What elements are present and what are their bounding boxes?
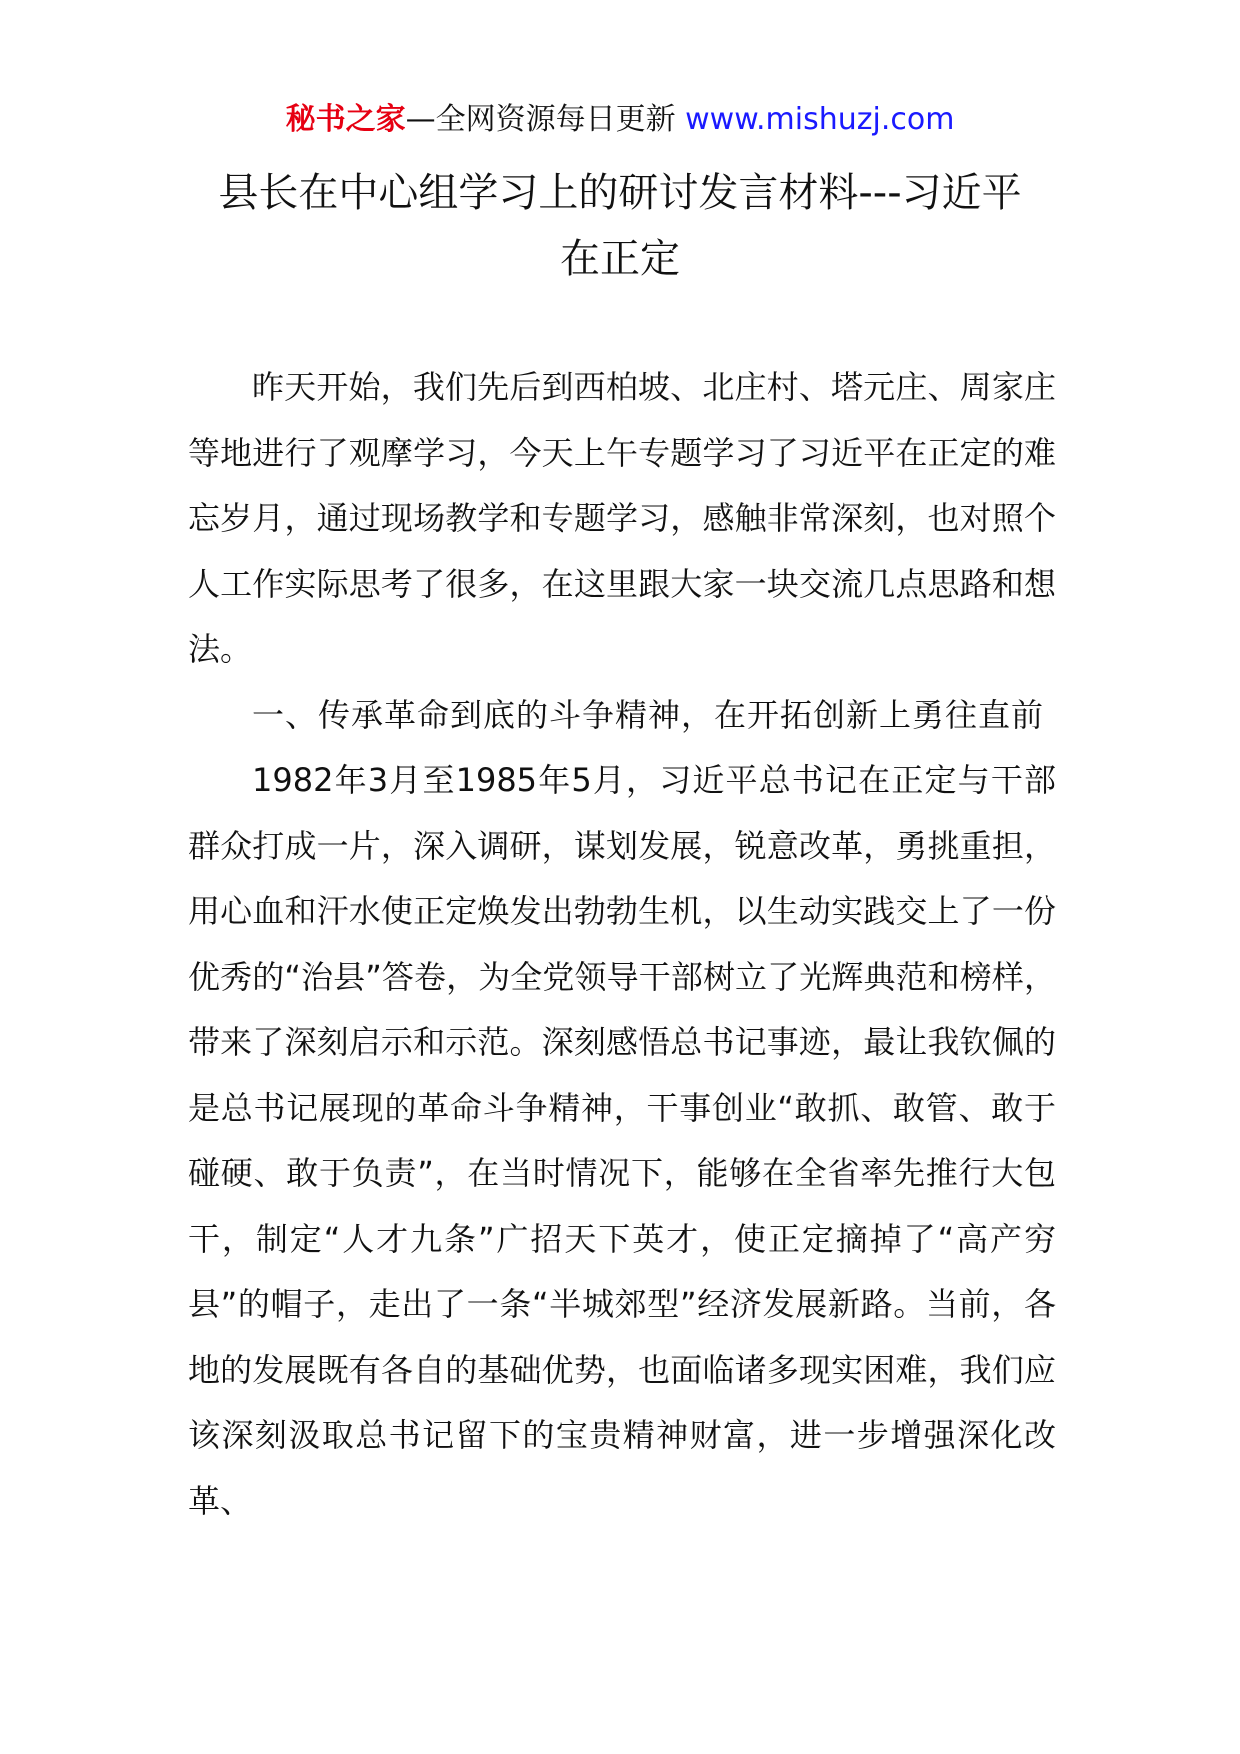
section-heading-1: 一、传承革命到底的斗争精神，在开拓创新上勇往直前 [252, 695, 1045, 734]
site-url-link[interactable]: www.mishuzj.com [685, 102, 955, 137]
document-title [180, 160, 1060, 292]
site-brand-name: 秘书之家 [285, 102, 406, 137]
document-title-line-1: 县长在中心组学习上的研讨发言材料---习近平 [218, 170, 1022, 216]
document-title-line-2: 在正定 [560, 236, 680, 282]
site-header [0, 100, 1240, 140]
site-tagline: —全网资源每日更新 [405, 102, 686, 137]
document-body [188, 355, 1056, 1534]
body-paragraph-1: 1982年3月至1985年5月，习近平总书记在正定与干部群众打成一片，深入调研，谋划发展，锐意改革，勇挑重担，用心血和汗水使正定焕发出勃勃生机，以生动实践交上了一份优秀的“治县”答卷，为全党领导干部树立了光辉典范和榜样，带来了深刻启示和示范。深刻感悟总书记事迹，最让我钦佩的是总书记展现的革命斗争精神，干事创业“敢抓、敢管、敢于碰硬、敢于负责”，在当时情况下，能够在全省率先推行大包干，制定“人才九条”广招天下英才，使正定摘掉了“高产穷县”的帽子，走出了一条“半城郊型”经济发展新路。当前，各地的发展既有各自的基础优势，也面临诸多现实困难，我们应该深刻汲取总书记留下的宝贵精神财富，进一步增强深化改革、 [188, 761, 1056, 1520]
body-paragraph-intro: 昨天开始，我们先后到西柏坡、北庄村、塔元庄、周家庄等地进行了观摩学习，今天上午专题学习了习近平在正定的难忘岁月，通过现场教学和专题学习，感触非常深刻，也对照个人工作实际思考了很多，在这里跟大家一块交流几点思路和想法。 [188, 368, 1056, 668]
